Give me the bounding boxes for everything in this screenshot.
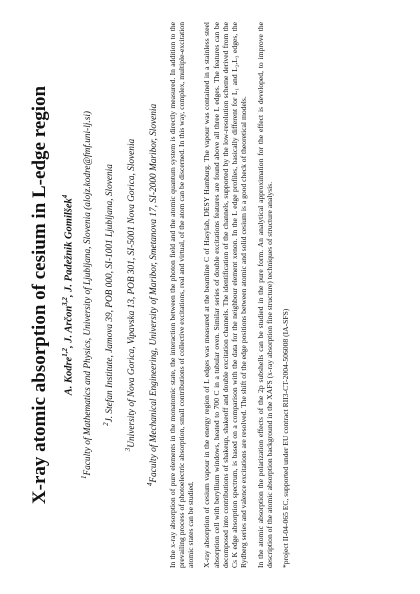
author-name: A. Kodre: [63, 356, 75, 396]
affiliation-sup: 2: [102, 422, 111, 426]
paper-title: X-ray atomic absorption of cesium in L-edge region: [29, 85, 50, 505]
affiliation-text: Faculty of Mathematics and Physics, University of Ljubljana, Slovenia (alojz.kodre@fmf.uni-lj.si): [83, 110, 94, 476]
affiliation: [146, 22, 160, 568]
author-sup: 1,2: [60, 348, 69, 357]
abstract-paragraph: In the x-ray absorption of pure elements in the monatomic state, the interaction between the photon field and the atomic quantum system is directly measured. In addition to the prevailing process of photoelectric absorption, small contributions of collective excitations, real and virtual, of the atom can be discerned. In this way, complex, multiple-excitation atomic states can be studied.: [167, 22, 196, 568]
affiliation: [102, 22, 116, 568]
footnote: *project II-04-065 EC, supported under EU contract RII3-CT-2004-506008 (IA-SFS): [281, 308, 291, 568]
affiliation-text: University of Nova Gorica, Vipavska 13, POB 301, SI-5001 Nova Gorica, Slovenia: [127, 138, 138, 448]
author-name: J. Padežnik Gomilšek: [63, 198, 75, 292]
abstract-paragraph: In the atomic absorption the polarization effects of the 2p subshells can be studied in the pure form. An analytical approximation for the effect is developed, to improve the description of the atomic absorption background in the XAFS (x-ray absorption fine structure) techniques of structure analysis.: [255, 22, 274, 568]
affiliation: [124, 22, 138, 568]
affiliation-text: Faculty of Mechanical Engineering, University of Maribor, Smetanova 17, SI-2000 Maribor, Slovenia: [148, 103, 159, 483]
affiliation-sup: 3: [123, 447, 132, 452]
author-sup: 4: [60, 194, 69, 199]
author-sup: 3,2: [60, 297, 69, 306]
author-name: J. Arčon: [63, 305, 75, 343]
author-list: A. Kodre$^{1,2}$, J. Arčon$^{3,2}$, J. Padežnik Gomilšek$^4$: [60, 194, 75, 396]
affiliation-text: J. Stefan Institute, Jamova 39, POB 000, SI-1001 Ljubljana, Slovenia: [105, 164, 116, 423]
affiliation-sup: 4: [145, 482, 154, 487]
affiliation: [80, 22, 94, 568]
abstract-paragraph: X-ray absorption of cesium vapour in the energy region of L edges was measured at the beamline C of Hasylab, DESY Hamburg. The vapour was contained in a stainless steel absorption cell with beryllium windows, heated to 700 C in a tubular oven. Similar series of double excitations features are found above all three L edges. The features can be decomposed into contributions of shakeup, shakeoff and double excitation channels. The identification of the channels, supported by the low-resolution scheme derived from the Cs K edge absorption spectrum, is based on a comparison with the data for the neighbour element xenon. In the L edge profiles, basically different for L₁ and L₂,L₃ edges, the Rydberg series and valence excitations are resolved. The shift of the edge positions between atomic and solid cesium is a good check of theoretical models.: [202, 22, 249, 568]
affiliation-sup: 1: [80, 475, 89, 480]
